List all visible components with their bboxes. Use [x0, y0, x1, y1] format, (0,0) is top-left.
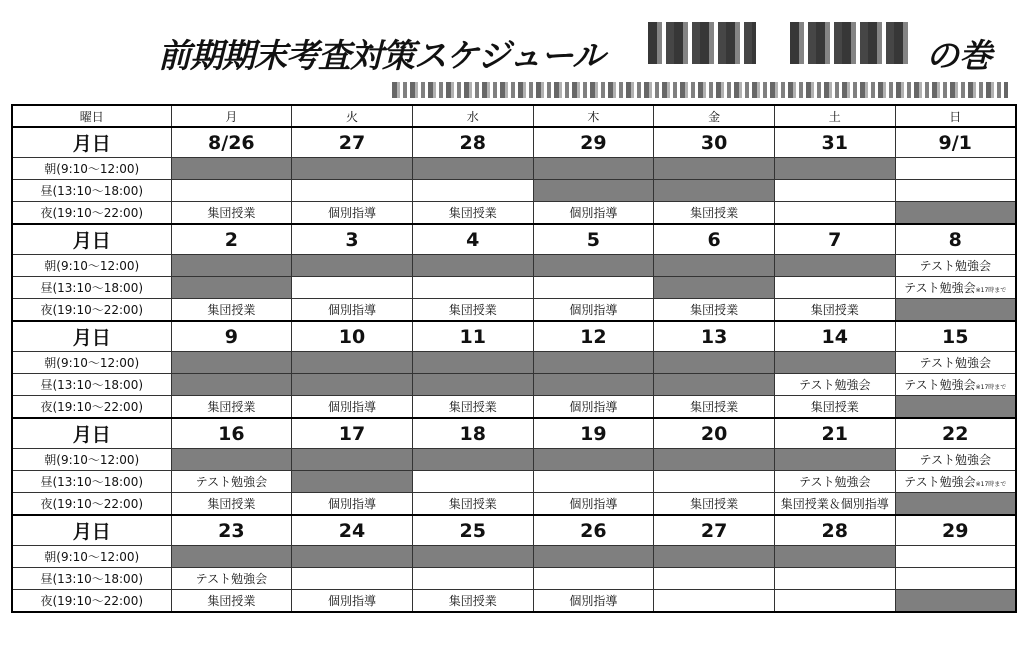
schedule-entry: 集団授業	[810, 303, 859, 317]
page-title: 前期期末考査対策スケジュール	[158, 36, 605, 75]
schedule-entry: テスト勉強会	[799, 475, 871, 489]
schedule-cell	[292, 449, 413, 471]
schedule-cell	[654, 299, 775, 322]
schedule-entry: 集団授業	[448, 594, 497, 608]
schedule-cell	[654, 568, 775, 590]
schedule-entry: 集団授業	[690, 303, 739, 317]
date-cell: 7	[774, 224, 895, 255]
schedule-cell	[412, 158, 533, 180]
weekday-thu: 木	[533, 105, 654, 127]
schedule-cell	[171, 277, 292, 299]
schedule-cell	[654, 158, 775, 180]
schedule-cell	[774, 299, 895, 322]
date-cell: 23	[171, 515, 292, 546]
schedule-entry: 集団授業	[448, 303, 497, 317]
schedule-cell	[654, 493, 775, 516]
schedule-entry: 集団授業	[207, 497, 256, 511]
weekday-sat: 土	[774, 105, 895, 127]
time-slot-label: 夜(19:10～22:00)	[12, 299, 171, 322]
schedule-cell	[533, 493, 654, 516]
schedule-entry: テスト勉強会	[195, 572, 268, 586]
time-slot-row	[12, 471, 1016, 493]
redacted-name-block	[790, 22, 908, 64]
weekday-wed: 水	[412, 105, 533, 127]
date-cell: 31	[774, 127, 895, 158]
date-cell: 27	[292, 127, 413, 158]
time-slot-row	[12, 277, 1016, 299]
date-cell: 30	[654, 127, 775, 158]
schedule-cell	[895, 352, 1016, 374]
schedule-entry: 集団授業	[690, 400, 739, 414]
schedule-cell	[533, 277, 654, 299]
date-row	[12, 515, 1016, 546]
schedule-cell	[533, 374, 654, 396]
time-slot-row	[12, 158, 1016, 180]
schedule-cell	[292, 493, 413, 516]
time-slot-label: 夜(19:10～22:00)	[12, 493, 171, 516]
schedule-cell	[533, 396, 654, 419]
schedule-cell	[654, 277, 775, 299]
schedule-entry: 集団授業	[207, 206, 256, 220]
schedule-cell	[171, 158, 292, 180]
date-row-label: 月日	[12, 515, 171, 546]
schedule-cell	[533, 590, 654, 613]
schedule-entry: 集団授業	[207, 594, 256, 608]
date-cell: 16	[171, 418, 292, 449]
date-row	[12, 418, 1016, 449]
date-row-label: 月日	[12, 418, 171, 449]
schedule-entry: 個別指導	[569, 206, 618, 220]
date-cell: 6	[654, 224, 775, 255]
date-cell: 5	[533, 224, 654, 255]
schedule-entry: テスト勉強会	[904, 281, 976, 295]
date-cell: 29	[533, 127, 654, 158]
schedule-cell	[774, 277, 895, 299]
schedule-cell	[774, 158, 895, 180]
schedule-cell	[171, 255, 292, 277]
schedule-entry: 個別指導	[328, 303, 377, 317]
time-slot-label: 夜(19:10～22:00)	[12, 202, 171, 225]
date-cell: 28	[412, 127, 533, 158]
schedule-cell	[171, 299, 292, 322]
date-cell: 15	[895, 321, 1016, 352]
date-cell: 10	[292, 321, 413, 352]
schedule-cell	[292, 374, 413, 396]
redacted-name-block	[648, 22, 756, 64]
redacted-subtitle	[392, 82, 1008, 98]
sunday-noon-note: ※17時まで	[975, 384, 1007, 391]
schedule-entry: 個別指導	[328, 594, 377, 608]
weekday-header-row	[12, 105, 1016, 127]
schedule-cell	[774, 546, 895, 568]
schedule-cell	[292, 546, 413, 568]
schedule-cell	[412, 546, 533, 568]
schedule-cell	[412, 255, 533, 277]
schedule-entry: 集団授業＆個別指導	[780, 497, 889, 511]
time-slot-row	[12, 299, 1016, 322]
weekday-fri: 金	[654, 105, 775, 127]
date-cell: 26	[533, 515, 654, 546]
schedule-cell	[412, 396, 533, 419]
schedule-cell	[654, 202, 775, 225]
schedule-cell	[533, 299, 654, 322]
time-slot-label: 昼(13:10～18:00)	[12, 568, 171, 590]
schedule-entry: テスト勉強会	[904, 475, 976, 489]
schedule-entry: 集団授業	[207, 303, 256, 317]
schedule-entry: 集団授業	[448, 400, 497, 414]
schedule-cell	[292, 352, 413, 374]
date-cell: 19	[533, 418, 654, 449]
schedule-cell	[171, 374, 292, 396]
date-cell: 21	[774, 418, 895, 449]
date-cell: 13	[654, 321, 775, 352]
schedule-cell	[292, 590, 413, 613]
time-slot-row	[12, 374, 1016, 396]
schedule-cell	[292, 299, 413, 322]
schedule-entry: 集団授業	[448, 497, 497, 511]
schedule-entry: 集団授業	[810, 400, 859, 414]
schedule-cell	[171, 180, 292, 202]
schedule-cell	[533, 158, 654, 180]
date-row-label: 月日	[12, 321, 171, 352]
time-slot-label: 朝(9:10～12:00)	[12, 352, 171, 374]
schedule-cell	[895, 493, 1016, 516]
date-cell: 27	[654, 515, 775, 546]
schedule-cell	[171, 546, 292, 568]
schedule-cell	[533, 255, 654, 277]
date-cell: 24	[292, 515, 413, 546]
schedule-cell	[171, 493, 292, 516]
schedule-cell	[533, 546, 654, 568]
time-slot-row	[12, 568, 1016, 590]
schedule-entry: テスト勉強会	[904, 378, 976, 392]
schedule-cell	[654, 449, 775, 471]
date-cell: 9/1	[895, 127, 1016, 158]
schedule-cell	[171, 568, 292, 590]
schedule-entry: 個別指導	[328, 400, 377, 414]
time-slot-row	[12, 202, 1016, 225]
schedule-cell	[412, 299, 533, 322]
weekday-corner-label: 曜日	[12, 105, 171, 127]
schedule-cell	[412, 471, 533, 493]
schedule-cell	[412, 352, 533, 374]
time-slot-row	[12, 180, 1016, 202]
date-cell: 8	[895, 224, 1016, 255]
schedule-cell	[292, 568, 413, 590]
schedule-cell	[895, 255, 1016, 277]
time-slot-label: 朝(9:10～12:00)	[12, 158, 171, 180]
schedule-cell	[533, 202, 654, 225]
date-row-label: 月日	[12, 224, 171, 255]
time-slot-row	[12, 255, 1016, 277]
date-cell: 3	[292, 224, 413, 255]
sunday-noon-note: ※17時まで	[975, 481, 1007, 488]
schedule-entry: テスト勉強会	[799, 378, 871, 392]
schedule-cell	[774, 396, 895, 419]
schedule-cell	[895, 158, 1016, 180]
date-cell: 8/26	[171, 127, 292, 158]
date-cell: 18	[412, 418, 533, 449]
date-cell: 2	[171, 224, 292, 255]
schedule-cell	[412, 180, 533, 202]
time-slot-row	[12, 352, 1016, 374]
schedule-cell	[895, 471, 1016, 493]
time-slot-label: 昼(13:10～18:00)	[12, 180, 171, 202]
schedule-cell	[412, 590, 533, 613]
date-cell: 29	[895, 515, 1016, 546]
page-header	[0, 0, 1024, 104]
schedule-cell	[895, 590, 1016, 613]
schedule-cell	[292, 396, 413, 419]
schedule-cell	[654, 180, 775, 202]
schedule-cell	[774, 352, 895, 374]
schedule-cell	[895, 546, 1016, 568]
schedule-cell	[412, 568, 533, 590]
time-slot-row	[12, 493, 1016, 516]
schedule-cell	[895, 180, 1016, 202]
schedule-cell	[412, 374, 533, 396]
date-cell: 9	[171, 321, 292, 352]
schedule-cell	[654, 471, 775, 493]
schedule-cell	[654, 374, 775, 396]
schedule-cell	[654, 590, 775, 613]
schedule-cell	[292, 180, 413, 202]
schedule-cell	[412, 449, 533, 471]
schedule-entry: 個別指導	[328, 497, 377, 511]
schedule-cell	[774, 493, 895, 516]
schedule-cell	[774, 180, 895, 202]
time-slot-label: 昼(13:10～18:00)	[12, 471, 171, 493]
date-cell: 4	[412, 224, 533, 255]
schedule-entry: 個別指導	[569, 497, 618, 511]
schedule-cell	[292, 202, 413, 225]
date-cell: 22	[895, 418, 1016, 449]
time-slot-label: 夜(19:10～22:00)	[12, 590, 171, 613]
time-slot-label: 昼(13:10～18:00)	[12, 277, 171, 299]
date-cell: 14	[774, 321, 895, 352]
schedule-cell	[774, 471, 895, 493]
time-slot-row	[12, 396, 1016, 419]
schedule-table	[11, 104, 1017, 613]
schedule-cell	[292, 277, 413, 299]
schedule-cell	[895, 449, 1016, 471]
date-cell: 17	[292, 418, 413, 449]
schedule-cell	[654, 546, 775, 568]
schedule-cell	[895, 202, 1016, 225]
schedule-cell	[292, 255, 413, 277]
sunday-noon-note: ※17時まで	[975, 287, 1007, 294]
date-row	[12, 321, 1016, 352]
schedule-cell	[533, 449, 654, 471]
schedule-cell	[774, 449, 895, 471]
schedule-cell	[171, 449, 292, 471]
schedule-entry: 個別指導	[569, 303, 618, 317]
schedule-cell	[171, 202, 292, 225]
schedule-cell	[533, 352, 654, 374]
schedule-cell	[412, 277, 533, 299]
schedule-cell	[412, 202, 533, 225]
schedule-entry: 集団授業	[448, 206, 497, 220]
date-row	[12, 224, 1016, 255]
date-row-label: 月日	[12, 127, 171, 158]
schedule-cell	[895, 374, 1016, 396]
schedule-cell	[533, 471, 654, 493]
schedule-entry: 個別指導	[328, 206, 377, 220]
schedule-cell	[774, 374, 895, 396]
date-cell: 11	[412, 321, 533, 352]
schedule-entry: 集団授業	[207, 400, 256, 414]
schedule-cell	[292, 471, 413, 493]
schedule-cell	[533, 568, 654, 590]
schedule-cell	[171, 396, 292, 419]
schedule-cell	[895, 568, 1016, 590]
schedule-cell	[774, 255, 895, 277]
date-cell: 12	[533, 321, 654, 352]
schedule-cell	[533, 180, 654, 202]
weekday-sun: 日	[895, 105, 1016, 127]
schedule-entry: 集団授業	[690, 497, 739, 511]
time-slot-row	[12, 590, 1016, 613]
time-slot-label: 夜(19:10～22:00)	[12, 396, 171, 419]
schedule-cell	[895, 396, 1016, 419]
schedule-entry: テスト勉強会	[195, 475, 268, 489]
schedule-cell	[292, 158, 413, 180]
schedule-cell	[774, 568, 895, 590]
time-slot-row	[12, 546, 1016, 568]
schedule-cell	[895, 277, 1016, 299]
time-slot-label: 朝(9:10～12:00)	[12, 449, 171, 471]
date-cell: 25	[412, 515, 533, 546]
schedule-cell	[774, 202, 895, 225]
weekday-mon: 月	[171, 105, 292, 127]
schedule-cell	[654, 352, 775, 374]
schedule-cell	[895, 299, 1016, 322]
date-cell: 20	[654, 418, 775, 449]
time-slot-label: 昼(13:10～18:00)	[12, 374, 171, 396]
title-suffix: の巻	[926, 36, 992, 75]
schedule-entry: 個別指導	[569, 400, 618, 414]
time-slot-label: 朝(9:10～12:00)	[12, 546, 171, 568]
schedule-cell	[171, 590, 292, 613]
schedule-cell	[171, 471, 292, 493]
schedule-cell	[654, 255, 775, 277]
schedule-cell	[412, 493, 533, 516]
weekday-tue: 火	[292, 105, 413, 127]
time-slot-row	[12, 449, 1016, 471]
schedule-cell	[171, 352, 292, 374]
schedule-entry: 集団授業	[690, 206, 739, 220]
schedule-entry: テスト勉強会	[919, 356, 991, 370]
date-cell: 28	[774, 515, 895, 546]
schedule-entry: テスト勉強会	[919, 453, 991, 467]
time-slot-label: 朝(9:10～12:00)	[12, 255, 171, 277]
schedule-cell	[774, 590, 895, 613]
schedule-entry: 個別指導	[569, 594, 618, 608]
date-row	[12, 127, 1016, 158]
schedule-entry: テスト勉強会	[919, 259, 991, 273]
schedule-cell	[654, 396, 775, 419]
